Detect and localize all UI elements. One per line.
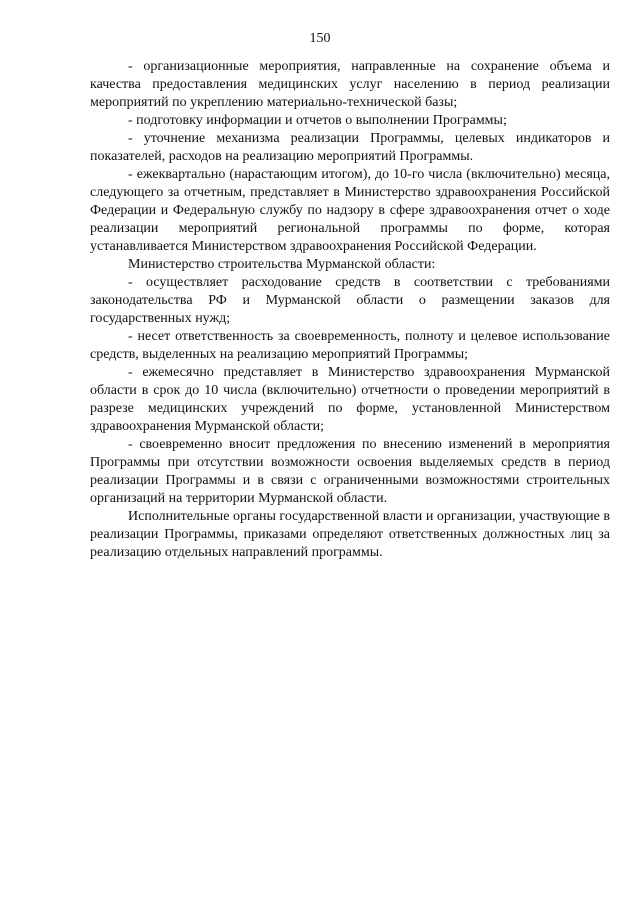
paragraph-ministry-construction: Министерство строительства Мурманской области: <box>128 257 436 272</box>
paragraph-executive-bodies: Исполнительные органы государственной власти и организации, участвующие в реализации Программы, приказами определяют ответственных должностных лиц за реализацию отдельных направлений программы. <box>90 509 610 560</box>
paragraph-quarterly-report: - ежеквартально (нарастающим итогом), до 10-го числа (включительно) месяца, следующего за отчетным, представляет в Министерство здравоохранения Российской Федерации и Федеральную службу по надзору в сфере здравоохранения отчет о ходе реализации мероприятий региональной программы по форме, которая устанавливается Министерством здравоохранения Российской Федерации. <box>90 167 610 254</box>
paragraph-organizational-measures: - организационные мероприятия, направленные на сохранение объема и качества предоставления медицинских услуг населению в период реализации мероприятий по укреплению материально-технической базы; <box>90 59 610 110</box>
paragraph-change-proposals: - своевременно вносит предложения по внесению изменений в мероприятия Программы при отсутствии возможности освоения выделяемых средств в период реализации Программы и в связи с ограниченными возможностями строительных организаций на территории Мурманской области. <box>90 437 610 506</box>
paragraph-reports-preparation: - подготовку информации и отчетов о выполнении Программы; <box>128 113 507 128</box>
document-body <box>90 58 610 562</box>
paragraph-spending: - осуществляет расходование средств в соответствии с требованиями законодательства РФ и Мурманской области о размещении заказов для государственных нужд; <box>90 275 610 326</box>
paragraph-responsibility: - несет ответственность за своевременность, полноту и целевое использование средств, выделенных на реализацию мероприятий Программы; <box>90 329 610 362</box>
paragraph-mechanism-refinement: - уточнение механизма реализации Программы, целевых индикаторов и показателей, расходов на реализацию мероприятий Программы. <box>90 131 610 164</box>
page-number: 150 <box>309 31 331 46</box>
paragraph-monthly-report: - ежемесячно представляет в Министерство здравоохранения Мурманской области в срок до 10 числа (включительно) отчетности о проведении мероприятий в разрезе медицинских учреждений по форме, установленной Министерством здравоохранения Мурманской области; <box>90 365 610 434</box>
